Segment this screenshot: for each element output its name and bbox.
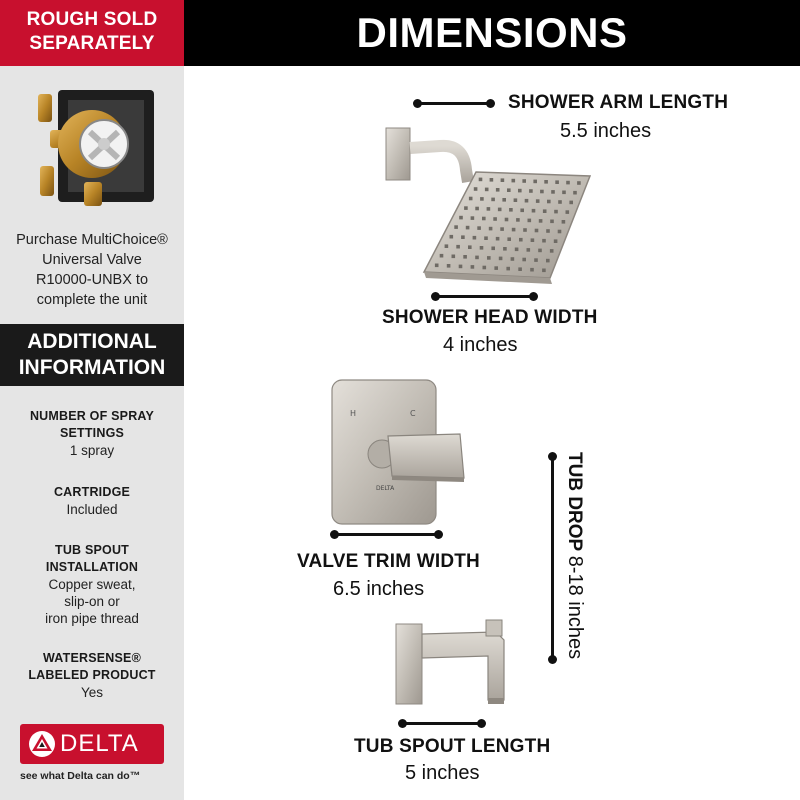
tub-spout-value: 5 inches [405,762,480,784]
additional-information-banner: ADDITIONAL INFORMATION [0,324,184,386]
nozzle [482,217,486,221]
nozzle [487,207,491,211]
nozzle [558,230,562,234]
info-value: 1 spray [69,443,115,458]
nozzle [490,178,494,182]
nozzle [519,238,523,242]
nozzle [551,190,555,194]
info-item-watersense [0,650,184,701]
nozzle [506,267,510,271]
nozzle [463,255,467,259]
nozzle [522,258,526,262]
nozzle [514,198,518,202]
nozzle [562,191,566,195]
nozzle [512,179,516,183]
tub-drop-text [563,452,586,659]
page-title: DIMENSIONS [356,9,628,56]
nozzle [468,245,472,249]
rough-valve-image [28,82,156,220]
tagline: see what Delta can do™ [20,770,141,782]
nozzle [532,209,536,213]
dimension-line-end [548,655,557,664]
svg-text:C: C [410,409,416,418]
valve-trim-dimension-line [334,533,438,536]
info-value: Included [66,502,118,517]
nozzle [461,235,465,239]
info-label: TUB SPOUT INSTALLATION [45,543,139,574]
nozzle [485,188,489,192]
nozzle [471,216,475,220]
shower-head-label: SHOWER HEAD WIDTH [382,307,598,328]
rough-sold-separately-banner: ROUGH SOLD SEPARATELY [0,0,184,66]
nozzle [450,235,454,239]
info-item-tub-spout-installation [0,542,184,627]
info-label: NUMBER OF SPRAY SETTINGS [29,409,155,440]
nozzle [518,267,522,271]
nozzle [543,209,547,213]
valve-trim-value: 6.5 inches [333,578,425,600]
nozzle [538,249,542,253]
nozzle [525,199,529,203]
nozzle [489,227,493,231]
header-bar [184,0,800,66]
nozzle [550,249,554,253]
shower-arm-value: 5.5 inches [560,120,652,142]
nozzle [459,265,463,269]
nozzle [483,266,487,270]
nozzle [512,228,516,232]
tub-spout-image [392,618,516,708]
nozzle [480,197,484,201]
tub-drop-label: TUB DROP [564,452,585,552]
nozzle [435,264,439,268]
nozzle [542,269,546,273]
nozzle [447,264,451,268]
nozzle [566,181,570,185]
nozzle [523,228,527,232]
nozzle [501,178,505,182]
nozzle [474,187,478,191]
sidebar [0,0,184,800]
nozzle [475,256,479,260]
nozzle [507,188,511,192]
valve-trim-image [330,378,470,528]
valve-trim-label: VALVE TRIM WIDTH [297,551,480,572]
nozzle [487,256,491,260]
info-item-spray-settings [0,408,184,459]
nozzle [562,220,566,224]
dimension-line-end [486,99,495,108]
nozzle [493,217,497,221]
nozzle [503,247,507,251]
nozzle [464,206,468,210]
shower-head-image [380,122,610,292]
nozzle [520,209,524,213]
nozzle [522,179,526,183]
nozzle [496,188,500,192]
nozzle [527,248,531,252]
nozzle [530,268,534,272]
nozzle [480,246,484,250]
nozzle [550,220,554,224]
nozzle [544,180,548,184]
nozzle [528,219,532,223]
nozzle [440,254,444,258]
svg-text:H: H [350,409,357,418]
nozzle [459,216,463,220]
nozzle [452,255,456,259]
delta-triangle-icon [28,730,56,758]
nozzle [536,199,540,203]
nozzle [529,189,533,193]
tub-drop-value: 8-18 inches [564,555,586,660]
info-value: Copper sweat, slip-on or iron pipe thread [45,577,139,626]
nozzle [546,259,550,263]
nozzle [491,198,495,202]
nozzle [531,238,535,242]
delta-logo-text: DELTA [60,730,139,757]
nozzle [445,244,449,248]
nozzle [507,237,511,241]
nozzle [577,181,581,185]
nozzle [573,191,577,195]
shower-head-dimension-line [435,295,534,298]
nozzle [546,229,550,233]
nozzle [494,266,498,270]
nozzle [566,210,570,214]
shower-arm-dimension-line [417,102,491,105]
valve-caption: Purchase MultiChoice® Universal Valve R10000-UNBX to complete the unit [16,232,168,308]
info-label: WATERSENSE® LABELED PRODUCT [28,651,156,682]
tub-drop-dimension-line [551,456,554,660]
nozzle [498,208,502,212]
dimension-line-end [434,530,443,539]
nozzle [466,226,470,230]
info-value: Yes [80,685,104,700]
nozzle [502,198,506,202]
nozzle [500,227,504,231]
nozzle [515,248,519,252]
nozzle [484,236,488,240]
nozzle [534,258,538,262]
nozzle [555,180,559,184]
trim-plate-logo: DELTA [376,485,395,492]
nozzle [569,201,573,205]
nozzle [491,247,495,251]
nozzle [477,226,481,230]
shower-arm-label: SHOWER ARM LENGTH [508,92,729,113]
nozzle [539,219,543,223]
nozzle [456,245,460,249]
nozzle [533,180,537,184]
nozzle [454,225,458,229]
info-item-cartridge [0,484,184,518]
nozzle [547,200,551,204]
nozzle [509,208,513,212]
nozzle [554,210,558,214]
nozzle [505,218,509,222]
nozzle [479,178,483,182]
nozzle [469,197,473,201]
nozzle [540,190,544,194]
nozzle [516,218,520,222]
dimension-line-end [529,292,538,301]
nozzle [535,229,539,233]
dimension-line-end [477,719,486,728]
nozzle [471,265,475,269]
shower-head-value: 4 inches [443,334,518,356]
nozzle [542,239,546,243]
tub-spout-dimension-line [402,722,481,725]
nozzle [496,237,500,241]
nozzle [499,257,503,261]
tub-spout-label: TUB SPOUT LENGTH [354,736,551,757]
nozzle [554,239,558,243]
nozzle [475,207,479,211]
nozzle [511,257,515,261]
nozzle [558,200,562,204]
info-label: CARTRIDGE [53,485,131,499]
nozzle [518,189,522,193]
nozzle [473,236,477,240]
delta-logo [20,724,164,764]
